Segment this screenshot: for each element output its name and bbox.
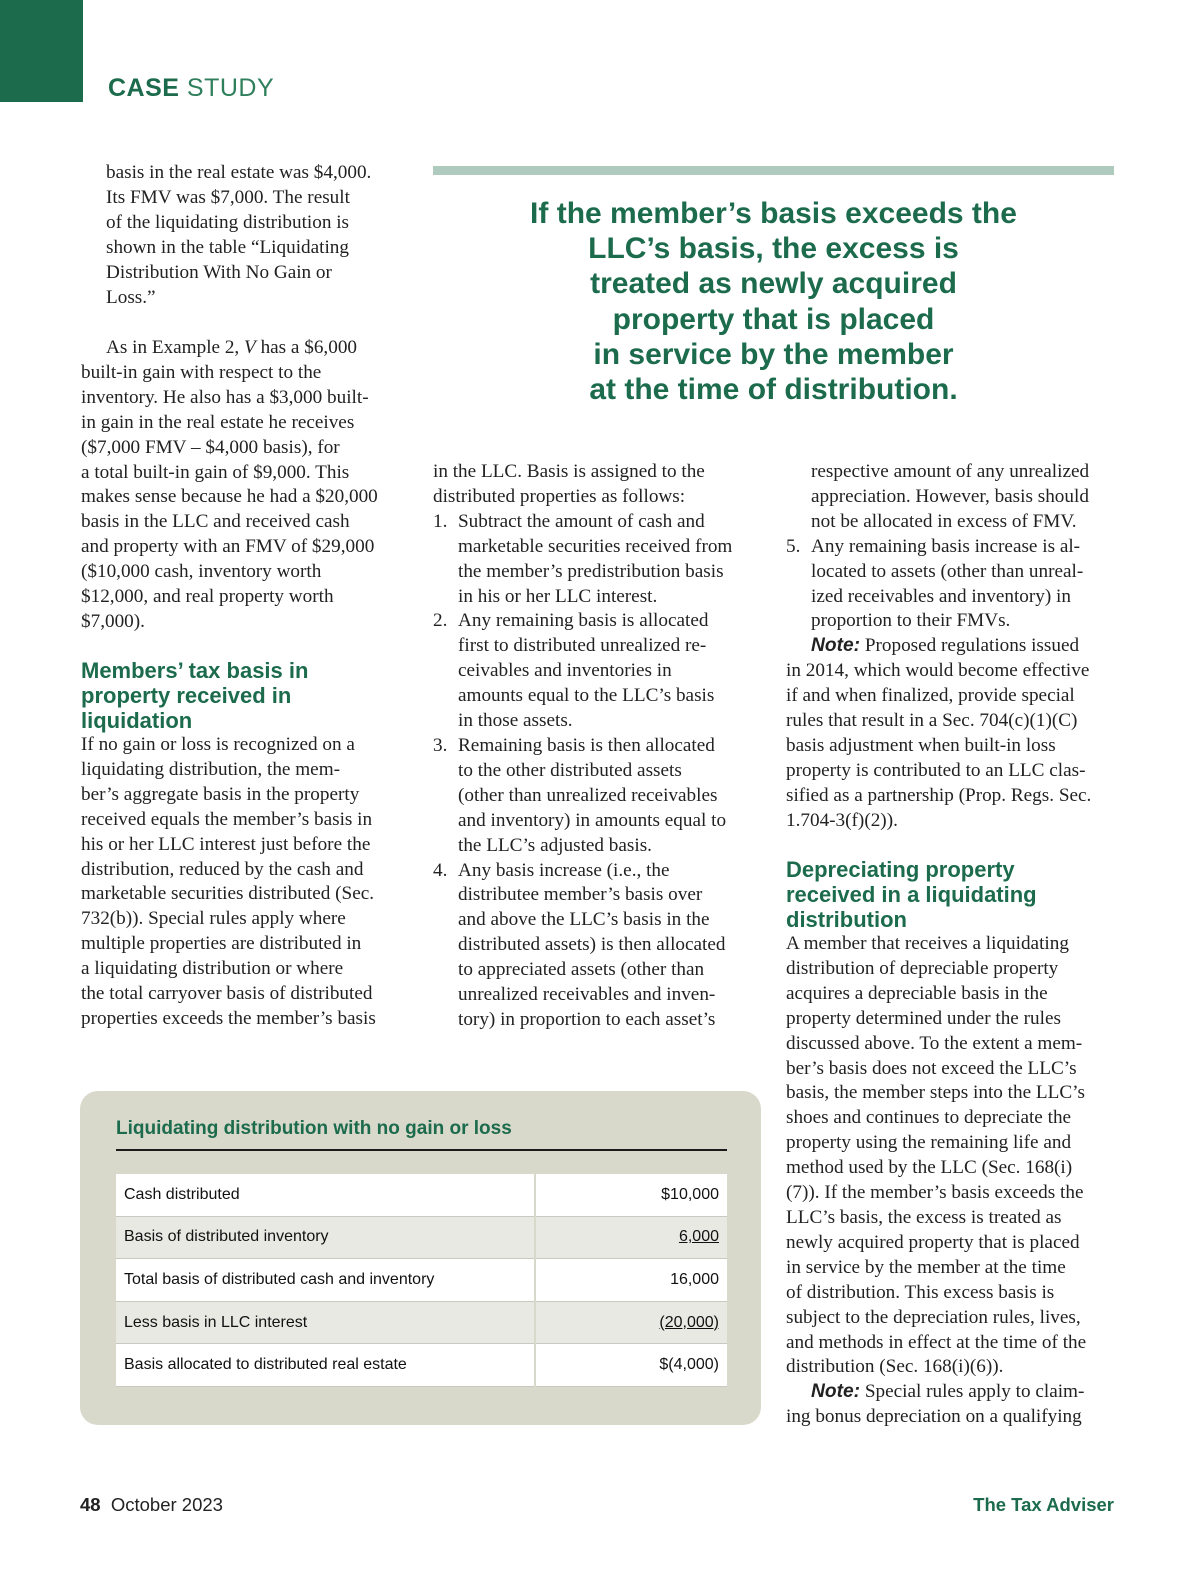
table-title: Liquidating distribution with no gain or loss bbox=[116, 1118, 512, 1139]
section-label-light: STUDY bbox=[186, 74, 275, 102]
text-line: makes sense because he had a $20,000 bbox=[81, 486, 378, 508]
table-cell-value: 6,000 bbox=[535, 1216, 727, 1259]
table-cell-value: $10,000 bbox=[535, 1174, 727, 1216]
text-line: ing bonus depreciation on a qualifying bbox=[786, 1406, 1082, 1428]
note-label: Note: bbox=[811, 635, 861, 657]
pull-quote-line: LLC’s basis, the excess is bbox=[588, 232, 959, 266]
text-line: basis in the LLC and received cash bbox=[81, 511, 350, 533]
text-line: 732(b)). Special rules apply where bbox=[81, 908, 346, 930]
publication-name: The Tax Adviser bbox=[973, 1494, 1114, 1515]
table-cell-label: Total basis of distributed cash and inventory bbox=[116, 1259, 535, 1302]
section-heading-depreciating-property: Depreciating property received in a liquidating distribution bbox=[786, 857, 1037, 932]
text-line: distributed properties as follows: bbox=[433, 485, 686, 507]
table-row bbox=[116, 1174, 727, 1216]
text-line: multiple properties are distributed in bbox=[81, 933, 362, 955]
text-line: not be allocated in excess of FMV. bbox=[811, 510, 1077, 532]
table-row bbox=[116, 1344, 727, 1387]
page-footer-left bbox=[80, 1494, 223, 1516]
pull-quote-line: treated as newly acquired bbox=[590, 267, 957, 301]
pull-quote-line: If the member’s basis exceeds the bbox=[530, 197, 1017, 230]
text-line: in the LLC. Basis is assigned to the bbox=[433, 461, 705, 482]
text-line: in gain in the real estate he receives bbox=[81, 411, 355, 433]
table-cell-label: Basis of distributed inventory bbox=[116, 1216, 535, 1259]
text-line: in 2014, which would become effective bbox=[786, 660, 1090, 682]
text-line: $7,000). bbox=[81, 610, 145, 632]
section-label bbox=[108, 74, 274, 103]
text-line: his or her LLC interest just before the bbox=[81, 833, 371, 855]
text-line: of the liquidating distribution is bbox=[106, 211, 350, 233]
pull-quote-line: at the time of distribution. bbox=[589, 373, 958, 407]
text-line: ($7,000 FMV – $4,000 basis), for bbox=[81, 436, 340, 458]
table-row bbox=[116, 1301, 727, 1344]
basis-allocation-steps bbox=[433, 510, 763, 1033]
note-label: Note: bbox=[811, 1381, 861, 1403]
step-item: 1. Subtract the amount of cash and marketable securities received from the member’s predistribution basis in his or her LLC interest. bbox=[433, 510, 733, 607]
table-cell-label: Cash distributed bbox=[116, 1174, 535, 1216]
text-line: If no gain or loss is recognized on a bbox=[81, 734, 355, 755]
col1-section bbox=[81, 658, 411, 1032]
text-line: inventory. He also has a $3,000 built- bbox=[81, 386, 369, 408]
page-number: 48 bbox=[80, 1494, 101, 1515]
col3-text: respective amount of any unrealized appreciation. However, basis should not be allocated in excess of FMV. 5. Any remaining basis increase is al- located to assets (other than unreal- ized receivables and inventory) in proportion to their FMVs. Note: Proposed regulations issued in 2014, which would become effective if and when finalized, provide special rules that result in a Sec. 704(c)(1)(C) basis adjustment when built-in loss property is contributed to an LLC clas- sified as a partnership (Prop. Regs. Sec. 1.704-3(f)(2)). bbox=[786, 460, 1121, 834]
text-line: $12,000, and real property worth bbox=[81, 586, 334, 608]
text-line: Distribution With No Gain or bbox=[106, 261, 332, 283]
variable-v: V bbox=[244, 337, 256, 358]
text-line: sified as a partnership (Prop. Regs. Sec. bbox=[786, 784, 1092, 806]
table-title-rule bbox=[116, 1149, 727, 1151]
text-line: properties exceeds the member’s basis bbox=[81, 1007, 376, 1029]
text-line: shown in the table “Liquidating bbox=[106, 236, 349, 258]
text-line: the total carryover basis of distributed bbox=[81, 983, 373, 1005]
text-line: marketable securities distributed (Sec. bbox=[81, 883, 375, 905]
table-cell-value: (20,000) bbox=[535, 1301, 727, 1344]
text-line: basis adjustment when built-in loss bbox=[786, 734, 1056, 756]
liquidating-distribution-table bbox=[116, 1174, 727, 1387]
col2-basis-steps bbox=[433, 460, 763, 1033]
step-item: 3. Remaining basis is then allocated to the other distributed assets (other than unrealized receivables and inventory) in amounts equal to the LLC’s adjusted basis. bbox=[433, 734, 727, 856]
text-line: ($10,000 cash, inventory worth bbox=[81, 561, 322, 583]
text-line: a total built-in gain of $9,000. This bbox=[81, 461, 350, 483]
table-cell-label: Basis allocated to distributed real estate bbox=[116, 1344, 535, 1387]
text-line: liquidating distribution, the mem- bbox=[81, 758, 341, 780]
pull-quote-rule bbox=[433, 166, 1114, 175]
table-cell-label: Less basis in LLC interest bbox=[116, 1301, 535, 1344]
text-line: As in Example 2, bbox=[106, 337, 245, 358]
text-line: Loss.” bbox=[106, 286, 156, 308]
text-line: rules that result in a Sec. 704(c)(1)(C) bbox=[786, 710, 1078, 732]
text-line: and property with an FMV of $29,000 bbox=[81, 536, 375, 558]
section-heading-members-tax-basis: Members’ tax basis in property received in liquidation bbox=[81, 658, 309, 733]
text-line: built-in gain with respect to the bbox=[81, 361, 322, 383]
text-line: respective amount of any unrealized bbox=[811, 461, 1090, 482]
text-line: Its FMV was $7,000. The result bbox=[106, 186, 350, 208]
pull-quote-line: property that is placed bbox=[612, 302, 935, 336]
col1-paragraph-example bbox=[81, 336, 411, 635]
section-label-bold: CASE bbox=[108, 74, 180, 102]
text-line: basis in the real estate was $4,000. bbox=[106, 162, 372, 183]
text-line: received equals the member’s basis in bbox=[81, 808, 373, 830]
pull-quote-line: in service by the member bbox=[593, 337, 954, 371]
step-item: 4. Any basis increase (i.e., the distributee member’s basis over and above the LLC’s basis in the distributed assets) is then allocated to appreciated assets (other than unrealized receivables and inven- tory) in proportion to each asset’s bbox=[433, 859, 726, 1030]
text-line: if and when finalized, provide special bbox=[786, 685, 1075, 707]
col3-section: Depreciating property received in a liquidating distribution A member that receives a liquidating distribution of depreciable property acquires a depreciable basis in the property determined under the rules discussed above. To the extent a mem- ber’s basis does not exceed the LLC’s basis, the member steps into the LLC’s shoes and continues to depreciate the property using the remaining life and method used by the LLC (Sec. 168(i) (7)). If the member’s basis exceeds the LLC’s basis, the excess is treated as newly acquired property that is placed in service by the member at the time of distribution. This excess basis is subject to the depreciation rules, lives, and methods in effect at the time of the distribution (Sec. 168(i)(6)). Note: Special rules apply to claim- ing bonus depreciation on a qualifying bbox=[786, 857, 1121, 1430]
text-line: ber’s aggregate basis in the property bbox=[81, 783, 360, 805]
text-line: distribution, reduced by the cash and bbox=[81, 858, 364, 880]
text-line: property is contributed to an LLC clas- bbox=[786, 759, 1086, 781]
text-line: has a $6,000 bbox=[255, 337, 358, 358]
section-color-tab bbox=[0, 0, 83, 102]
step-item: 2. Any remaining basis is allocated first to distributed unrealized re- ceivables and inventories in amounts equal to the LLC’s basis in those assets. bbox=[433, 610, 715, 732]
basis-allocation-step-5 bbox=[786, 535, 1121, 635]
col1-top-paragraph bbox=[106, 161, 406, 310]
table-row bbox=[116, 1216, 727, 1259]
table-cell-value: $(4,000) bbox=[535, 1344, 727, 1387]
table-cell-value: 16,000 bbox=[535, 1259, 727, 1302]
issue-date: October 2023 bbox=[110, 1494, 223, 1515]
text-line: appreciation. However, basis should bbox=[811, 485, 1089, 507]
text-line: 1.704-3(f)(2)). bbox=[786, 809, 898, 831]
table-row bbox=[116, 1259, 727, 1302]
pull-quote bbox=[473, 196, 1074, 407]
text-line: a liquidating distribution or where bbox=[81, 958, 344, 980]
step-item: 5. Any remaining basis increase is al- located to assets (other than unreal- ized receivables and inventory) in proportion to their FMVs. bbox=[786, 535, 1084, 632]
